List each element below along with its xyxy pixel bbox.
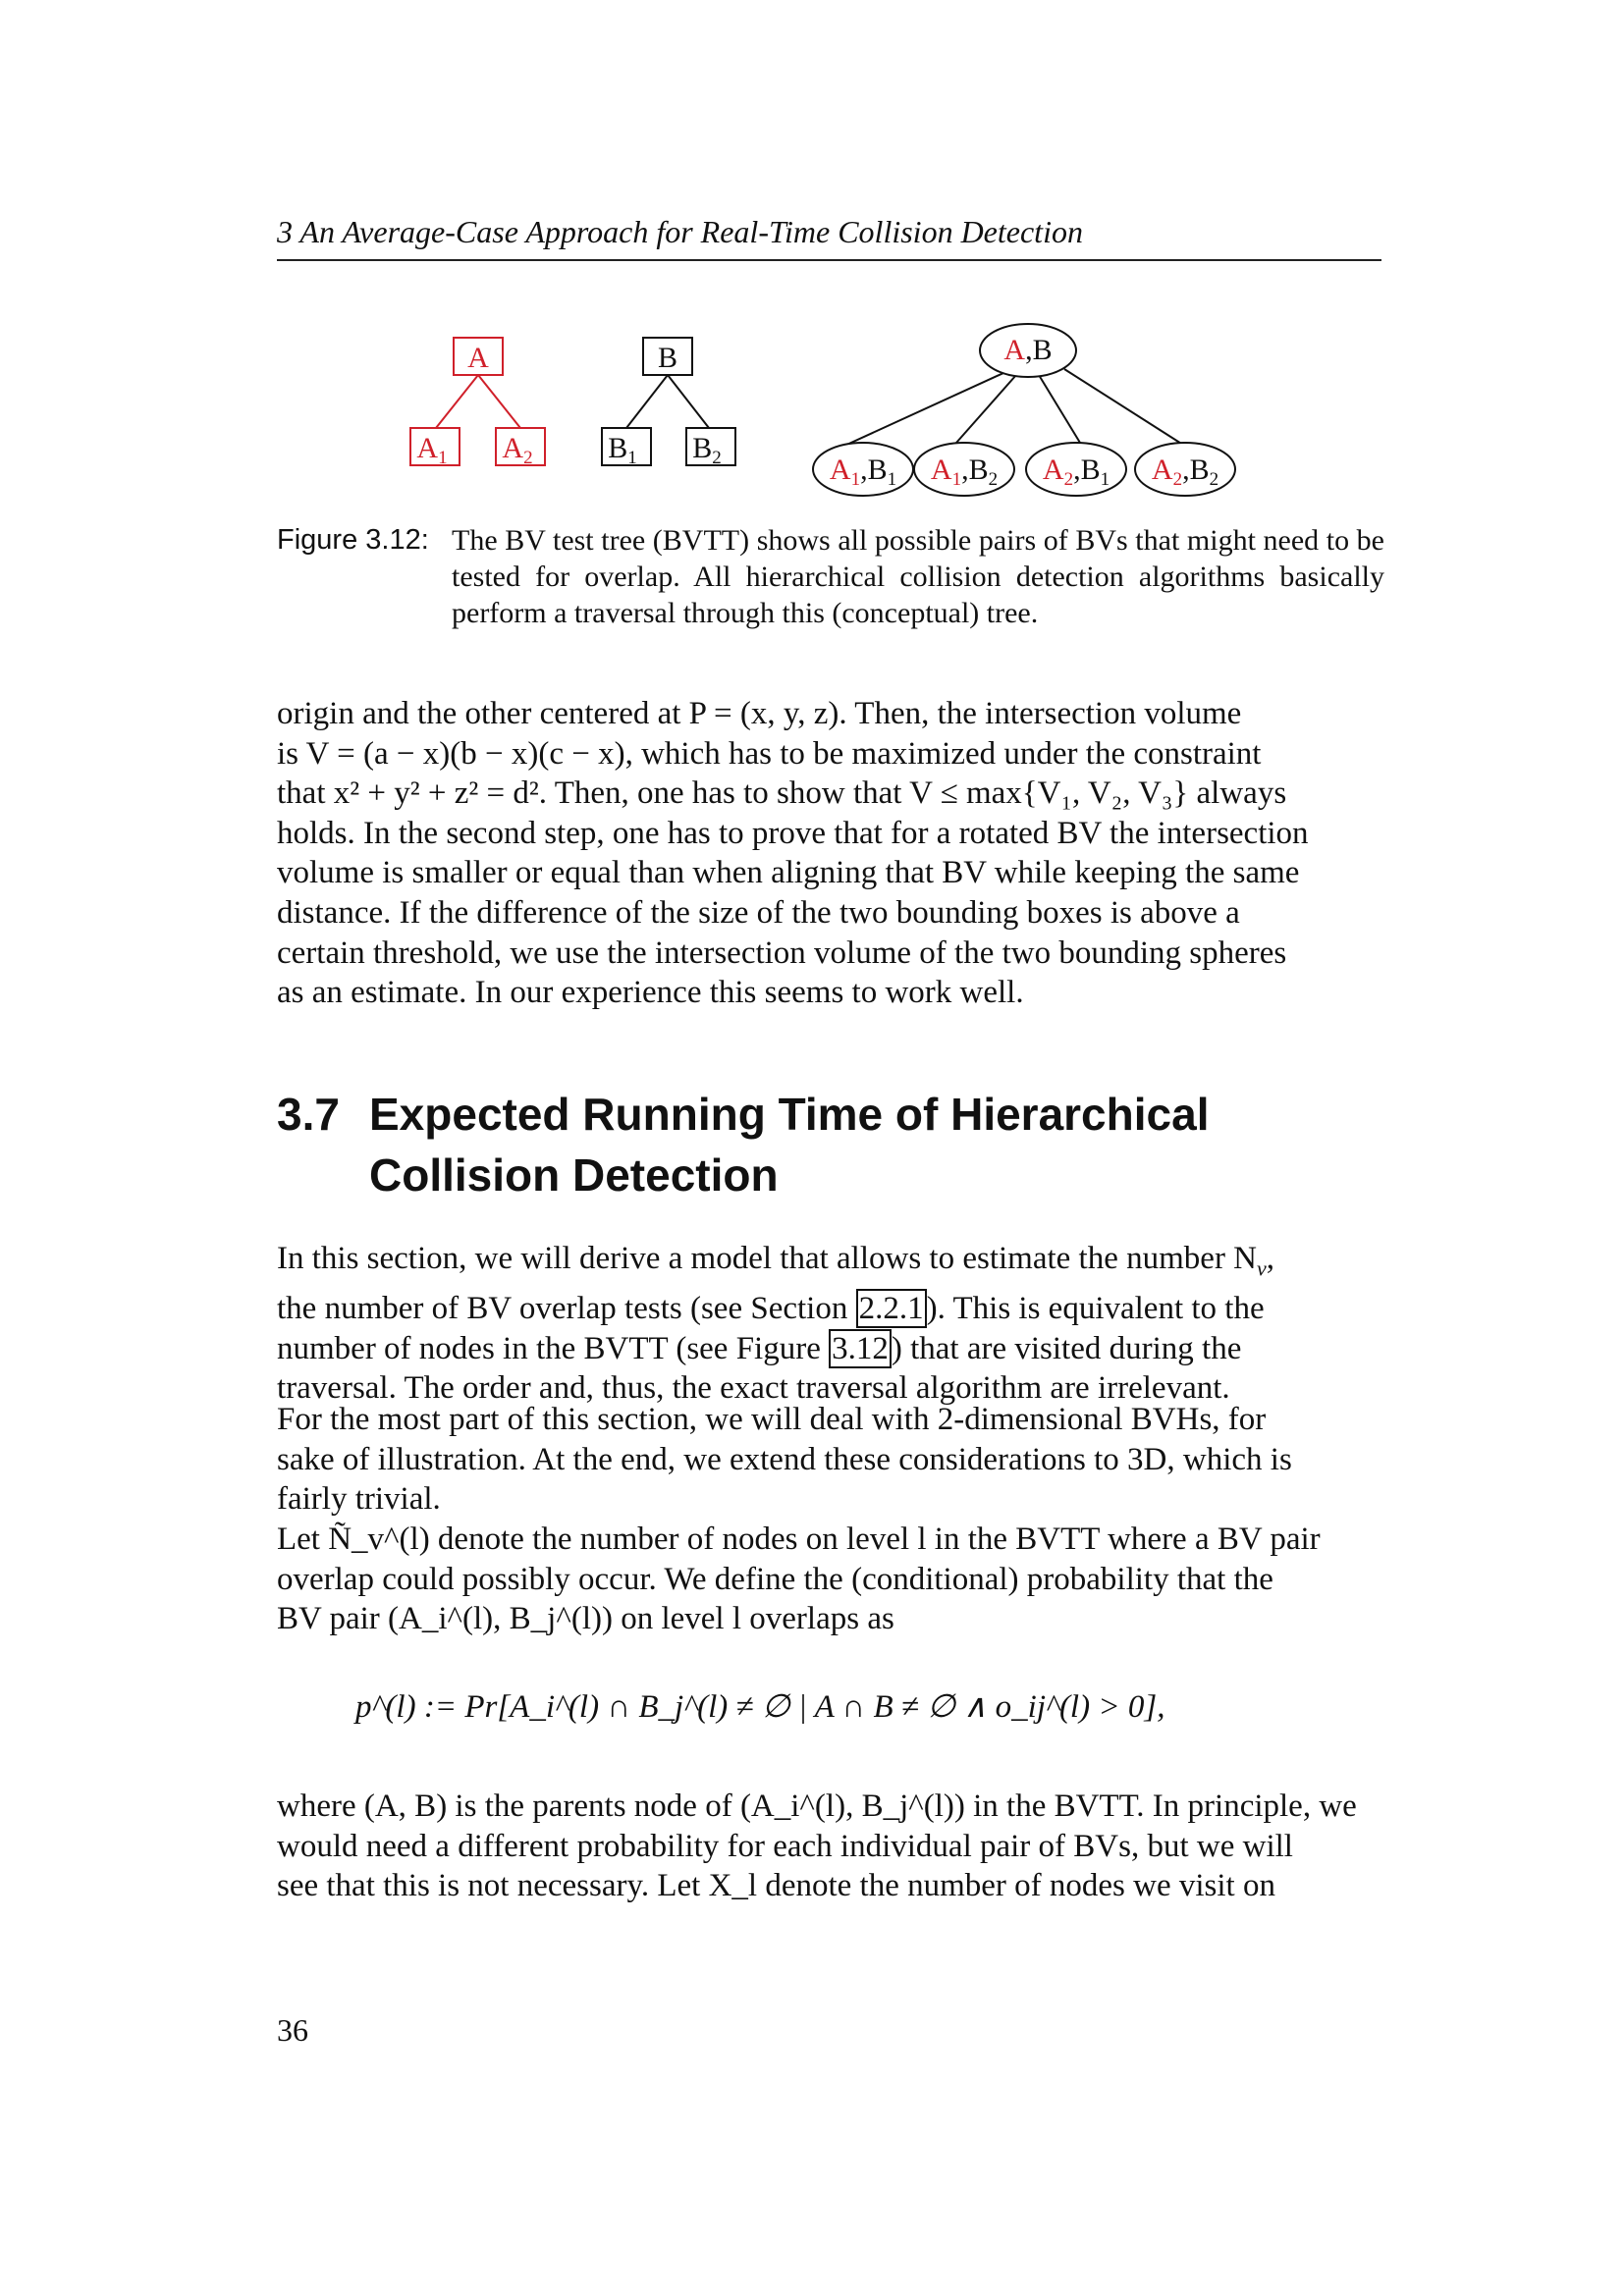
bvtt-root-label: A,B — [1003, 334, 1053, 366]
page-number: 36 — [277, 2012, 308, 2048]
bvtt-node-a2b2-label: $A_2,B_2$ — [1151, 454, 1219, 490]
figure-reference-link[interactable]: 3.12 — [829, 1329, 892, 1368]
text-line: sake of illustration. At the end, we extend these considerations to 3D, which is — [277, 1441, 1292, 1477]
text-line: would need a different probability for each individual pair of BVs, but we will — [277, 1828, 1293, 1864]
tree-b-root-label: B — [657, 342, 678, 374]
bvtt-figure — [0, 0, 1624, 510]
text-line: In this section, we will derive a model that allows to estimate the number $N_v$, — [277, 1241, 1275, 1281]
bvtt-node-a1b2-label: $A_1,B_2$ — [930, 454, 999, 490]
text-line: as an estimate. In our experience this seems to work well. — [277, 975, 1024, 1011]
text-line: overlap could possibly occur. We define the (conditional) probability that the — [277, 1561, 1273, 1597]
tree-a-root-label: A — [467, 342, 489, 374]
paragraph-intersection-volume — [277, 694, 1382, 1013]
section-title-line-1: Expected Running Time of Hierarchical — [369, 1089, 1210, 1140]
running-header: 3 An Average-Case Approach for Real-Time Collision Detection — [277, 214, 1083, 249]
text-line: origin and the other centered at P = (x, y, z). Then, the intersection volume — [277, 696, 1242, 731]
text-line: holds. In the second step, one has to prove that for a rotated BV the intersection — [277, 815, 1309, 851]
text-line: volume is smaller or equal than when aligning that BV while keeping the same — [277, 855, 1300, 891]
paragraph-2d-bvh — [277, 1400, 1382, 1520]
section-title-line-2: Collision Detection — [369, 1149, 779, 1201]
probability-equation: p^(l) := Pr[A_i^(l) ∩ B_j^(l) ≠ ∅ | A ∩ B ≠ ∅ ∧ o_ij^(l) > 0], — [355, 1689, 1165, 1725]
section-heading — [277, 1084, 1382, 1205]
paragraph-probability-definition — [277, 1520, 1382, 1639]
paragraph-parent-node — [277, 1787, 1382, 1906]
text-line: the number of BV overlap tests (see Section 2.2.1). This is equivalent to the — [277, 1291, 1265, 1327]
text-line: Let Ñ_v^(l) denote the number of nodes on level l in the BVTT where a BV pair — [277, 1522, 1321, 1557]
text-line: BV pair (A_i^(l), B_j^(l)) on level l overlaps as — [277, 1601, 894, 1637]
text-line: see that this is not necessary. Let X_l denote the number of nodes we visit on — [277, 1868, 1275, 1904]
text-line: For the most part of this section, we will deal with 2-dimensional BVHs, for — [277, 1402, 1267, 1437]
text-line: certain threshold, we use the intersection volume of the two bounding spheres — [277, 934, 1287, 971]
text-line: is V = (a − x)(b − x)(c − x), which has to be maximized under the constraint — [277, 735, 1262, 772]
text-line: where (A, B) is the parents node of (A_i^(l), B_j^(l)) in the BVTT. In principle, we — [277, 1789, 1357, 1824]
tree-b-child-1-label: $B_1$ — [608, 432, 637, 468]
bvtt-node-a2b1-label: $A_2,B_1$ — [1042, 454, 1110, 490]
text-line: traversal. The order and, thus, the exact traversal algorithm are irrelevant. — [277, 1370, 1230, 1407]
text-line: distance. If the difference of the size of the two bounding boxes is above a — [277, 894, 1240, 931]
tree-a-child-1-label: $A_1$ — [416, 432, 448, 468]
text-line: that x² + y² + z² = d². Then, one has to show that V ≤ max{V₁, V₂, V₃} always — [277, 775, 1287, 812]
caption-text: The BV test tree (BVTT) shows all possible pairs of BVs that might need to be tested for overlap. All hierarchical collision detection algorithms basically perform a traversal through this (conceptual) tree. — [452, 524, 1384, 629]
section-reference-link[interactable]: 2.2.1 — [856, 1289, 927, 1328]
paragraph-model-intro — [277, 1239, 1382, 1409]
text-line: fairly trivial. — [277, 1481, 441, 1518]
bvtt-node-a1b1-label: $A_1,B_1$ — [829, 454, 897, 490]
caption-label: Figure 3.12: — [277, 524, 429, 556]
section-number: 3.7 — [277, 1089, 340, 1140]
tree-a-child-2-label: $A_2$ — [502, 432, 533, 468]
figure-caption — [277, 522, 1384, 631]
tree-b-child-2-label: $B_2$ — [692, 432, 722, 468]
text-line: number of nodes in the BVTT (see Figure 3.12) that are visited during the — [277, 1330, 1242, 1366]
